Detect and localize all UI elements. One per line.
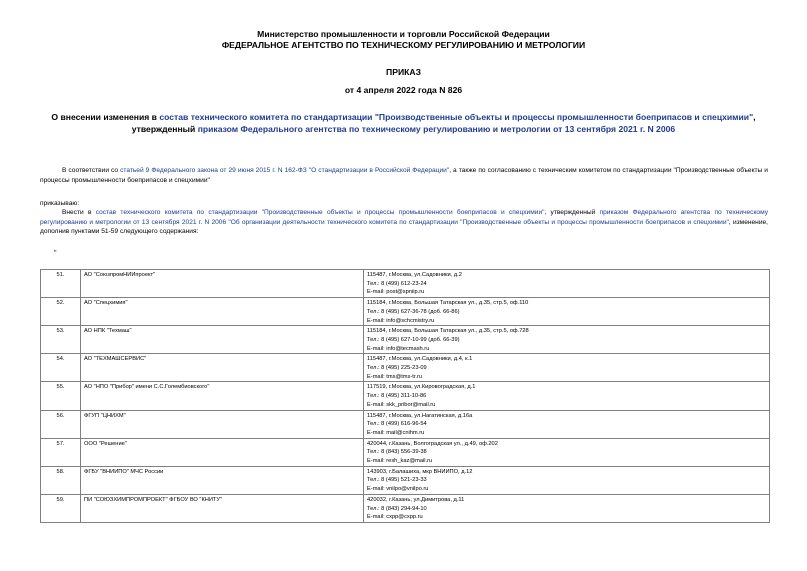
- committee-link[interactable]: состав технического комитета по стандартизации "Производственные объекты и процессы промышленности боеприпасов и спецхимии": [95, 209, 545, 216]
- row-number: 56.: [41, 410, 81, 438]
- subject-prefix: О внесении изменения в: [51, 112, 160, 122]
- address-line: 115184, г.Москва, Большая Татарская ул., д.35, стр.5, оф.110: [367, 300, 529, 307]
- order-subject: [20, 112, 787, 135]
- phone-line: Тел.: 8 (495) 521-23-33: [367, 477, 427, 484]
- organization-name: АО НПК "Техмаш": [81, 326, 364, 354]
- preamble-text-a: В соответствии со: [62, 167, 121, 174]
- table-row: [41, 270, 770, 298]
- row-number: 59.: [41, 494, 81, 522]
- organization-name: АО "Спецхимия": [81, 298, 364, 326]
- address-line: 143903, г.Балашиха, мкр ВНИИПО, д.12: [367, 468, 473, 475]
- organization-name: ООО "Решение": [81, 438, 364, 466]
- organization-name: ФГУП "ЦНИХМ": [81, 410, 364, 438]
- address-line: 420032, г.Казань, ул.Димитрова, д.11: [367, 496, 465, 503]
- address-line: 115184, г.Москва, Большая Татарская ул., д.35, стр.5, оф.728: [367, 328, 529, 335]
- organization-contacts: [364, 326, 770, 354]
- row-number: 57.: [41, 438, 81, 466]
- email-line: E-mail: post@spniip.ru: [367, 289, 425, 296]
- table-row: [41, 354, 770, 382]
- organization-contacts: [364, 354, 770, 382]
- email-line: E-mail: resh_kaz@mail.ru: [367, 458, 433, 465]
- organization-contacts: [364, 438, 770, 466]
- phone-line: Тел.: 8 (495) 311-10-86: [367, 393, 427, 400]
- row-number: 53.: [41, 326, 81, 354]
- organization-name: АО "НПО "Прибор" имени С.С.Голембиовского": [81, 382, 364, 410]
- ministry-title: Министерство промышленности и торговли Российской Федерации: [257, 29, 550, 39]
- email-line: E-mail: cxpp@cxpp.ru: [367, 514, 423, 521]
- email-line: E-mail: info@tecmash.ru: [367, 345, 430, 352]
- agency-title: ФЕДЕРАЛЬНОЕ АГЕНТСТВО ПО ТЕХНИЧЕСКОМУ РЕГУЛИРОВАНИЮ И МЕТРОЛОГИИ: [221, 40, 586, 50]
- email-line: E-mail: vnilpo@vnilpo.ru: [367, 486, 429, 493]
- email-line: E-mail: skk_pribor@mail.ru: [367, 401, 436, 408]
- address-line: 115487, г.Москва, ул.Садовники, д.2: [367, 272, 462, 278]
- organization-contacts: [364, 298, 770, 326]
- row-number: 51.: [41, 270, 81, 298]
- order-word: приказываю:: [40, 200, 80, 207]
- table-row: [41, 326, 770, 354]
- phone-line: Тел.: 8 (495) 627-36-78 (доб. 66-86): [367, 308, 460, 315]
- organization-contacts: [364, 466, 770, 494]
- phone-line: Тел.: 8 (843) 294-94-10: [367, 505, 427, 512]
- table-row: [41, 410, 770, 438]
- row-number: 52.: [41, 298, 81, 326]
- email-line: E-mail: tms@tms-tr.ru: [367, 373, 423, 380]
- order-text-c: , изменение, дополнив пунктами 51-59 следующего содержания:: [40, 218, 768, 236]
- table-row: [41, 466, 770, 494]
- email-line: E-mail: info@schcmistry.ru: [367, 317, 435, 324]
- law-link[interactable]: статьей 9 Федерального закона от 29 июня 2015 г. N 162-ФЗ "О стандартизации в Российской Федерации": [120, 167, 450, 174]
- phone-line: Тел.: 8 (843) 556-39-38: [367, 449, 427, 456]
- preamble-text-b: , а также по согласованию с техническим комитетом по стандартизации "Производственные объекты и процессы промышленности боеприпасов и спецхимии": [40, 167, 768, 184]
- table-row: [41, 494, 770, 522]
- organization-name: ПИ "СОЮЗХИМПРОМПРОЕКТ" ФГБОУ ВО "КНИТУ": [81, 494, 364, 522]
- order-date: от 4 апреля 2022 года N 826: [344, 85, 463, 95]
- subject-link-committee[interactable]: состав технического комитета по стандартизации "Производственные объекты и процессы промышленности боеприпасов и спецхимии": [159, 112, 754, 122]
- email-line: E-mail: mail@cnihm.ru: [367, 429, 425, 436]
- phone-line: Тел.: 8 (499) 616-96-54: [367, 421, 427, 428]
- order-2006-link[interactable]: приказом Федерального агентства по техническому регулированию и метрологии от 13 сентября 2021 г. N 2006 "Об организации деятельности технического комитета по стандартизации "Производственные объекты и процессы промышленности боеприпасов и спецхимии": [40, 209, 768, 226]
- address-line: 115487, г.Москва, ул.Нагатинская, д.16а: [367, 412, 473, 419]
- organization-name: ФГБУ "ВНИИПО" МЧС России: [81, 466, 364, 494]
- table-row: [41, 382, 770, 410]
- order-text-b: , утвержденный: [544, 209, 600, 216]
- organization-contacts: [364, 270, 770, 298]
- table-row: [41, 298, 770, 326]
- opening-quote: ": [54, 250, 57, 257]
- subject-link-order[interactable]: приказом Федерального агентства по техническому регулированию и метрологии от 13 сентября 2021 г. N 2006: [197, 123, 676, 134]
- members-table-body: [41, 270, 770, 523]
- phone-line: Тел.: 8 (499) 612-23-24: [367, 280, 427, 287]
- organization-contacts: [364, 494, 770, 522]
- members-table: [40, 269, 770, 523]
- organization-contacts: [364, 410, 770, 438]
- order-text-a: Внести в: [62, 209, 96, 216]
- organization-name: АО "СоюзпромНИИпроект": [81, 270, 364, 298]
- address-line: 115487, г.Москва, ул.Садовники, д.4, к.1: [367, 356, 473, 363]
- address-line: 420044, г.Казань, Волгоградская ул., д.49, оф.202: [367, 440, 498, 447]
- organization-name: АО "ТЕХМАШСЕРВИС": [81, 354, 364, 382]
- row-number: 54.: [41, 354, 81, 382]
- subject-middle: , утвержденный: [131, 112, 756, 134]
- row-number: 55.: [41, 382, 81, 410]
- preamble-paragraph: [40, 166, 768, 185]
- phone-line: Тел.: 8 (495) 627-10-99 (доб. 66-39): [367, 336, 460, 343]
- row-number: 58.: [41, 466, 81, 494]
- order-title: ПРИКАЗ: [386, 67, 421, 77]
- address-line: 117519, г.Москва, ул.Кировоградская, д.1: [367, 384, 476, 391]
- organization-contacts: [364, 382, 770, 410]
- table-row: [41, 438, 770, 466]
- phone-line: Тел.: 8 (495) 225-23-09: [367, 365, 427, 372]
- order-paragraph: [40, 208, 768, 237]
